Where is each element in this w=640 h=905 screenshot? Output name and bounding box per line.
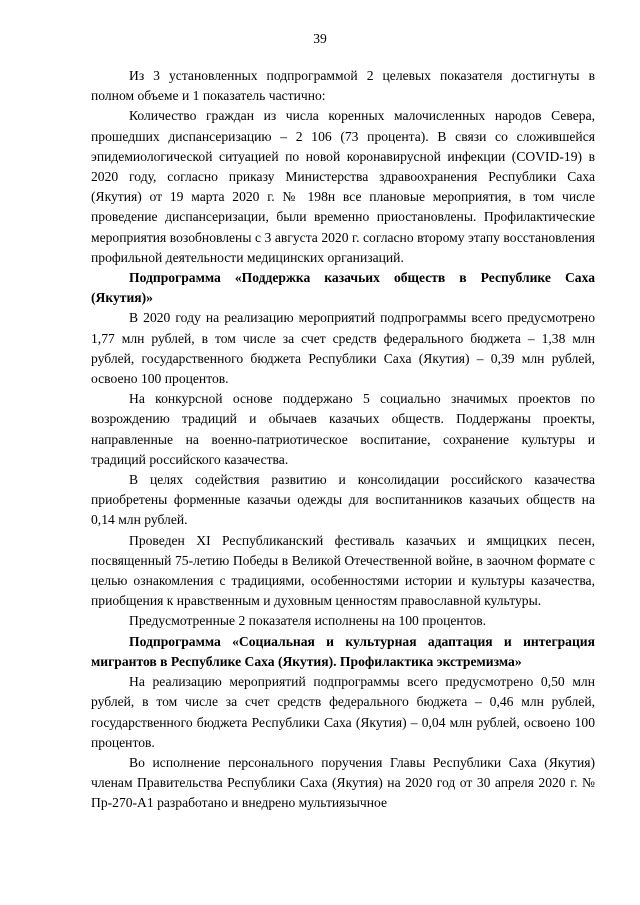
paragraph: Из 3 установленных подпрограммой 2 целевых показателя достигнуты в полном объеме и 1 показатель частично: [91,68,595,104]
paragraph: Количество граждан из числа коренных малочисленных народов Севера, прошедших диспансеризацию – 2 106 (73 процента). В связи со сложившейся эпидемиологической ситуацией по новой коронавирусной инфекции (COVID-19) в 2020 году, согласно приказу Министерства здравоохранения Республики Саха (Якутия) от 19 марта 2020 г. № 198н все плановые мероприятия, в том числе проведение диспансеризации, были временно приостановлены. Профилактические мероприятия возобновлены с 3 августа 2020 г. согласно второму этапу восстановления профильной деятельности медицинских организаций. [91,108,595,265]
paragraph: На конкурсной основе поддержано 5 социально значимых проектов по возрождению традиций и обычаев казачьих обществ. Поддержаны проекты, направленные на военно-патриотическое воспитание, сохранение культуры и традиций российского казачества. [91,391,595,467]
section-heading: Подпрограмма «Социальная и культурная адаптация и интеграция мигрантов в Республике Саха (Якутия). Профилактика экстремизма» [91,633,595,669]
paragraph: Предусмотренные 2 показателя исполнены на 100 процентов. [129,613,487,629]
section-heading: Подпрограмма «Поддержка казачьих обществ в Республике Саха (Якутия)» [91,270,595,306]
paragraph: На реализацию мероприятий подпрограммы всего предусмотрено 0,50 млн рублей, в том числе за счет средств федерального бюджета – 0,46 млн рублей, государственного бюджета Республики Саха (Якутия) – 0,04 млн рублей, освоено 100 процентов. [91,674,595,750]
page-number: 39 [313,31,327,46]
paragraph: В целях содействия развитию и консолидации российского казачества приобретены форменные казачьи одежды для воспитанников казачьих обществ на 0,14 млн рублей. [91,472,595,528]
paragraph: В 2020 году на реализацию мероприятий подпрограммы всего предусмотрено 1,77 млн рублей, в том числе за счет средств федерального бюджета – 1,38 млн рублей, государственного бюджета Республики Саха (Якутия) – 0,39 млн рублей, освоено 100 процентов. [91,310,595,387]
paragraph: Проведен XI Республиканский фестиваль казачьих и ямщицких песен, посвященный 75-летию Победы в Великой Отечественной войне, в заочном формате с целью ознакомления с традициями, особенностями истории и культуры казачества, приобщения к нравственным и духовным ценностям православной культуры. [91,532,595,609]
body-text [91,66,595,814]
paragraph: Во исполнение персонального поручения Главы Республики Саха (Якутия) членам Правительства Республики Саха (Якутия) на 2020 год от 30 апреля 2020 г. № Пр-270-А1 разработано и внедрено мультиязычное [91,754,595,811]
